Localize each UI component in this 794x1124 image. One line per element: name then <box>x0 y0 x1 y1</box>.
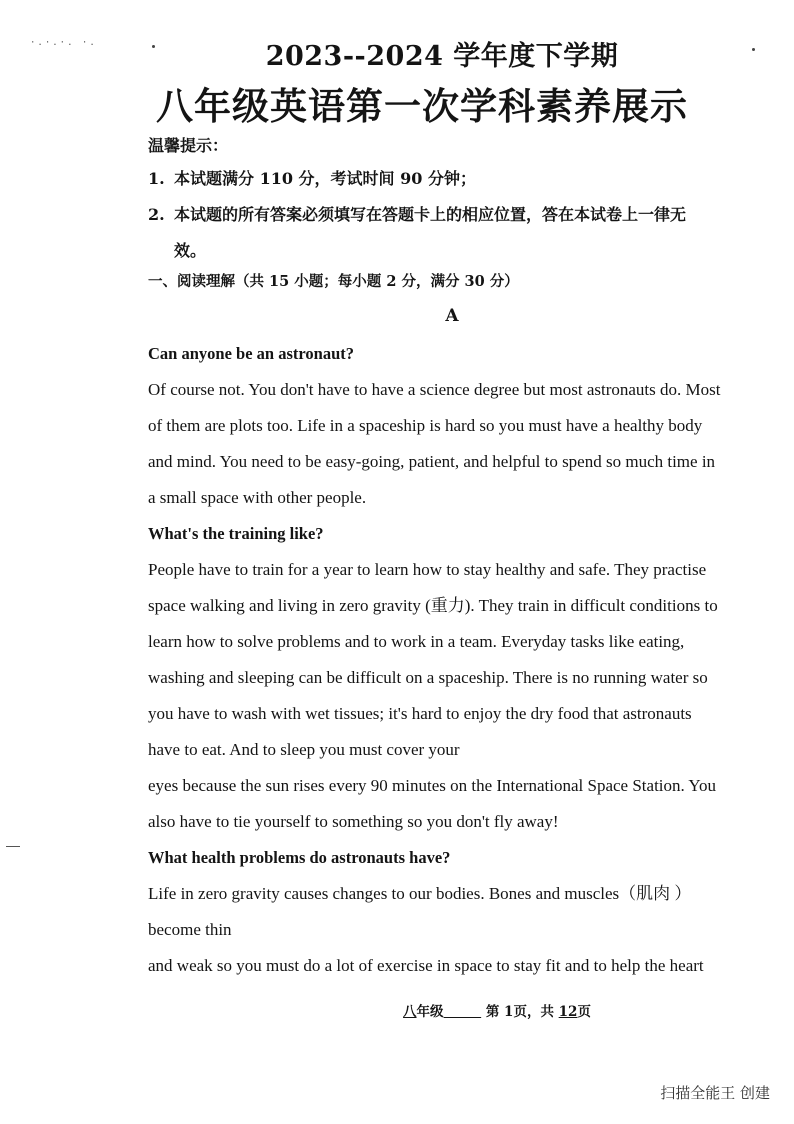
footer-page-text: 第 1页，共 <box>485 1004 554 1020</box>
scanner-watermark: 扫描全能王 创建 <box>660 1084 770 1102</box>
passage-line: washing and sleeping can be difficult on a spaceship. There is no running water so <box>148 668 708 687</box>
tip-number: 2. <box>148 205 165 224</box>
passage-line: and mind. You need to be easy-going, patient, and helpful to spend so much time in <box>148 452 716 471</box>
passage-line: Life in zero gravity causes changes to our bodies. Bones and muscles（肌肉 ） <box>148 884 692 903</box>
passage-line: eyes because the sun rises every 90 minutes on the International Space Station. You <box>148 776 716 795</box>
tip-item-2 <box>148 197 768 269</box>
page-footer <box>0 1000 794 1020</box>
tip-number: 1. <box>148 169 165 188</box>
tip-text-line1: 本试题的所有答案必须填写在答题卡上的相应位置，答在本试卷上一律无 <box>174 205 687 224</box>
passage-subheading: What health problems do astronauts have? <box>148 848 451 867</box>
footer-grade-label: 年级 <box>416 1004 444 1020</box>
passage-line: also have to tie yourself to something so you don't fly away! <box>148 812 559 831</box>
exam-title-main: 八年级英语第一次学科素养展示 <box>156 84 688 128</box>
exam-title-year: 2023--2024 学年度下学期 <box>265 41 619 72</box>
passage-line: Of course not. You don't have to have a science degree but most astronauts do. Most <box>148 380 721 399</box>
footer-page-suffix: 页 <box>577 1004 591 1020</box>
passage-body <box>148 336 760 984</box>
passage-line: and weak so you must do a lot of exercise in space to stay fit and to help the heart <box>148 956 704 975</box>
passage-subheading: Can anyone be an astronaut? <box>148 344 354 363</box>
scan-specks: ·.·.·. ·. <box>30 38 97 48</box>
passage-line: have to eat. And to sleep you must cover your <box>148 740 460 759</box>
footer-page-total: 12 <box>558 1004 578 1020</box>
passage-line: become thin <box>148 920 232 939</box>
passage-line: a small space with other people. <box>148 488 367 507</box>
tip-text: 本试题满分 110 分，考试时间 90 分钟； <box>174 169 476 188</box>
passage-line: space walking and living in zero gravity (重力). They train in difficult conditions to <box>148 596 718 615</box>
footer-grade-blank: 八 <box>403 1004 417 1020</box>
tips-heading: 温馨提示： <box>148 136 229 155</box>
passage-subheading: What's the training like? <box>148 524 324 543</box>
passage-line: you have to wash with wet tissues; it's hard to enjoy the dry food that astronauts <box>148 704 692 723</box>
passage-label: A <box>445 306 459 326</box>
tip-text-line2: 效。 <box>174 241 207 260</box>
passage-line: of them are plots too. Life in a spaceship is hard so you must have a healthy body <box>148 416 703 435</box>
tip-item-1 <box>148 161 768 197</box>
passage-line: People have to train for a year to learn how to stay healthy and safe. They practise <box>148 560 707 579</box>
scan-edge-mark <box>6 846 20 847</box>
section-heading-reading: 一、阅读理解（共 15 小题；每小题 2 分，满分 30 分） <box>148 273 519 290</box>
passage-line: learn how to solve problems and to work in a team. Everyday tasks like eating, <box>148 632 685 651</box>
